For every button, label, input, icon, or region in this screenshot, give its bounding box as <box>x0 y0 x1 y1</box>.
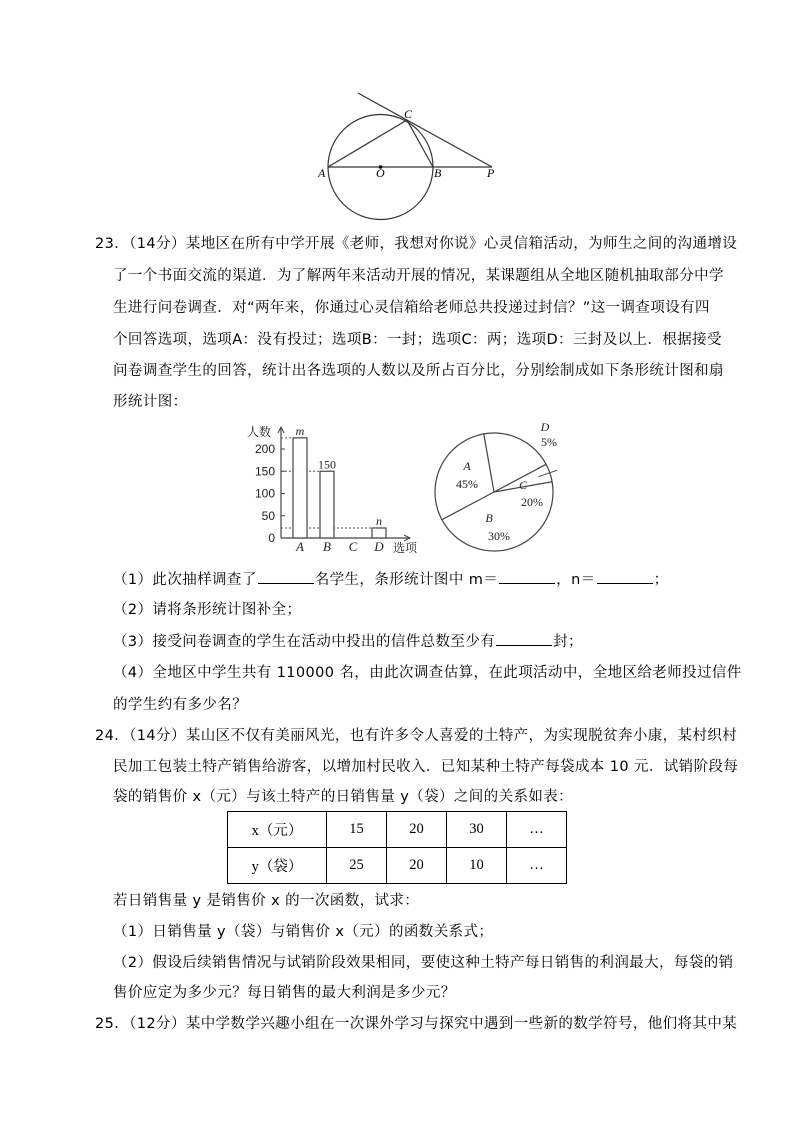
answer-blank-students[interactable] <box>258 569 314 584</box>
q24-after-4: 售价应定为多少元？每日销售的最大利润是多少元？ <box>113 985 456 1001</box>
table-row-y <box>228 848 567 884</box>
table-cell: 30 <box>447 812 507 848</box>
pie-percent-a: 45% <box>456 477 478 491</box>
label-p: P <box>487 166 495 180</box>
q23-sub1-text-a: （1）此次抽样调查了 <box>113 572 257 588</box>
pie-label-b: B <box>485 511 493 525</box>
q24-after-3: （2）假设后续销售情况与试销阶段效果相同，要使这种土特产每日销售的利润最大，每袋的销 <box>113 955 734 971</box>
table-cell: … <box>507 848 567 884</box>
q24-line-1: 24．（14分）某山区不仅有美丽风光，也有许多令人喜爱的土特产，为实现脱贫奔小康，某村织村 <box>95 728 738 744</box>
table-cell: 20 <box>387 812 447 848</box>
q23-sub3-text-b: 封； <box>553 634 583 650</box>
q23-line-5: 问卷调查学生的回答，统计出各选项的人数以及所占百分比，分别绘制成如下条形统计图和扇 <box>113 363 724 379</box>
y-tick-label: 100 <box>254 486 275 501</box>
pie-label-c: C <box>518 478 528 492</box>
q23-sub-3 <box>113 631 583 652</box>
x-tick-label: D <box>374 539 384 554</box>
pie-percent-d: 5% <box>541 435 557 449</box>
label-b: B <box>434 166 442 180</box>
y-axis-label: 人数 <box>247 425 272 439</box>
q24-after-2: （1）日销售量 y（袋）与销售价 x（元）的函数关系式； <box>113 924 494 940</box>
q23-sub1-text-d: ； <box>653 572 669 588</box>
q23-line-4: 个回答选项，选项A：没有投过；选项B：一封；选项C：两；选项D：三封及以上．根据接受 <box>113 332 722 348</box>
q25-line-1: 25．（12分）某中学数学兴趣小组在一次课外学习与探究中遇到一些新的数学符号，他们将其中某 <box>95 1016 738 1032</box>
q23-sub-4: （4）全地区中学生共有 110000 名，由此次调查估算，在此项活动中，全地区给老师投过信件 <box>113 665 742 681</box>
label-o: O <box>376 166 385 180</box>
x-axis-label: 选项 <box>393 541 418 555</box>
y-tick-label: 50 <box>261 508 275 523</box>
x-tick-label: A <box>296 539 304 554</box>
q23-sub-1 <box>113 569 668 590</box>
q23-line-3: 生进行问卷调查．对“两年来，你通过心灵信箱给老师总共投递过封信？”这一调查项设有四 <box>113 300 710 316</box>
table-cell: x（元） <box>228 812 327 848</box>
pie-percent-b: 30% <box>488 529 510 543</box>
q24-line-2: 民加工包装土特产销售给游客，以增加村民收入．已知某种土特产每袋成本 10 元．试销阶段每 <box>113 759 739 775</box>
table-cell: 25 <box>327 848 387 884</box>
q23-sub-2: （2）请将条形统计图补全； <box>113 602 302 618</box>
q23-line-2: 了一个书面交流的渠道．为了解两年来活动开展的情况，某课题组从全地区随机抽取部分中学 <box>113 268 724 284</box>
table-row-x <box>228 812 567 848</box>
bar-label-a: m <box>295 423 305 438</box>
table-cell: 15 <box>327 812 387 848</box>
pie-label-a: A <box>463 459 471 473</box>
table-cell: 10 <box>447 848 507 884</box>
x-tick-label: C <box>348 539 358 554</box>
answer-blank-letters[interactable] <box>496 631 552 646</box>
q23-line-1: 23．（14分）某地区在所有中学开展《老师，我想对你说》心灵信箱活动，为师生之间的沟通增设 <box>95 236 738 252</box>
pie-label-d: D <box>540 420 550 434</box>
table-cell: 20 <box>387 848 447 884</box>
answer-blank-m[interactable] <box>499 569 555 584</box>
q24-after-1: 若日销售量 y 是销售价 x 的一次函数，试求： <box>113 893 420 909</box>
bar-label-d: n <box>376 513 382 528</box>
y-tick-label: 0 <box>268 531 275 545</box>
y-tick-label: 200 <box>254 442 275 456</box>
x-tick-label: B <box>323 539 331 554</box>
q24-line-3: 袋的销售价 x（元）与该土特产的日销售量 y（袋）之间的关系如表： <box>113 789 574 805</box>
label-a: A <box>318 166 326 180</box>
bar-label-b: 150 <box>318 457 336 472</box>
answer-blank-n[interactable] <box>597 569 653 584</box>
q23-line-6: 形统计图： <box>113 394 188 410</box>
q23-sub-4-cont: 的学生约有多少名？ <box>113 697 248 713</box>
table-cell: y（袋） <box>228 848 327 884</box>
pie-percent-c: 20% <box>521 495 543 509</box>
label-c: C <box>404 107 413 121</box>
q23-sub3-text-a: （3）接受问卷调查的学生在活动中投出的信件总数至少有 <box>113 634 496 650</box>
y-tick-label: 150 <box>254 464 275 479</box>
table-cell: … <box>507 812 567 848</box>
price-sales-table <box>227 811 567 884</box>
q23-sub1-text-b: 名学生，条形统计图中 m＝ <box>314 572 499 588</box>
q23-sub1-text-c: ，n＝ <box>556 572 596 588</box>
